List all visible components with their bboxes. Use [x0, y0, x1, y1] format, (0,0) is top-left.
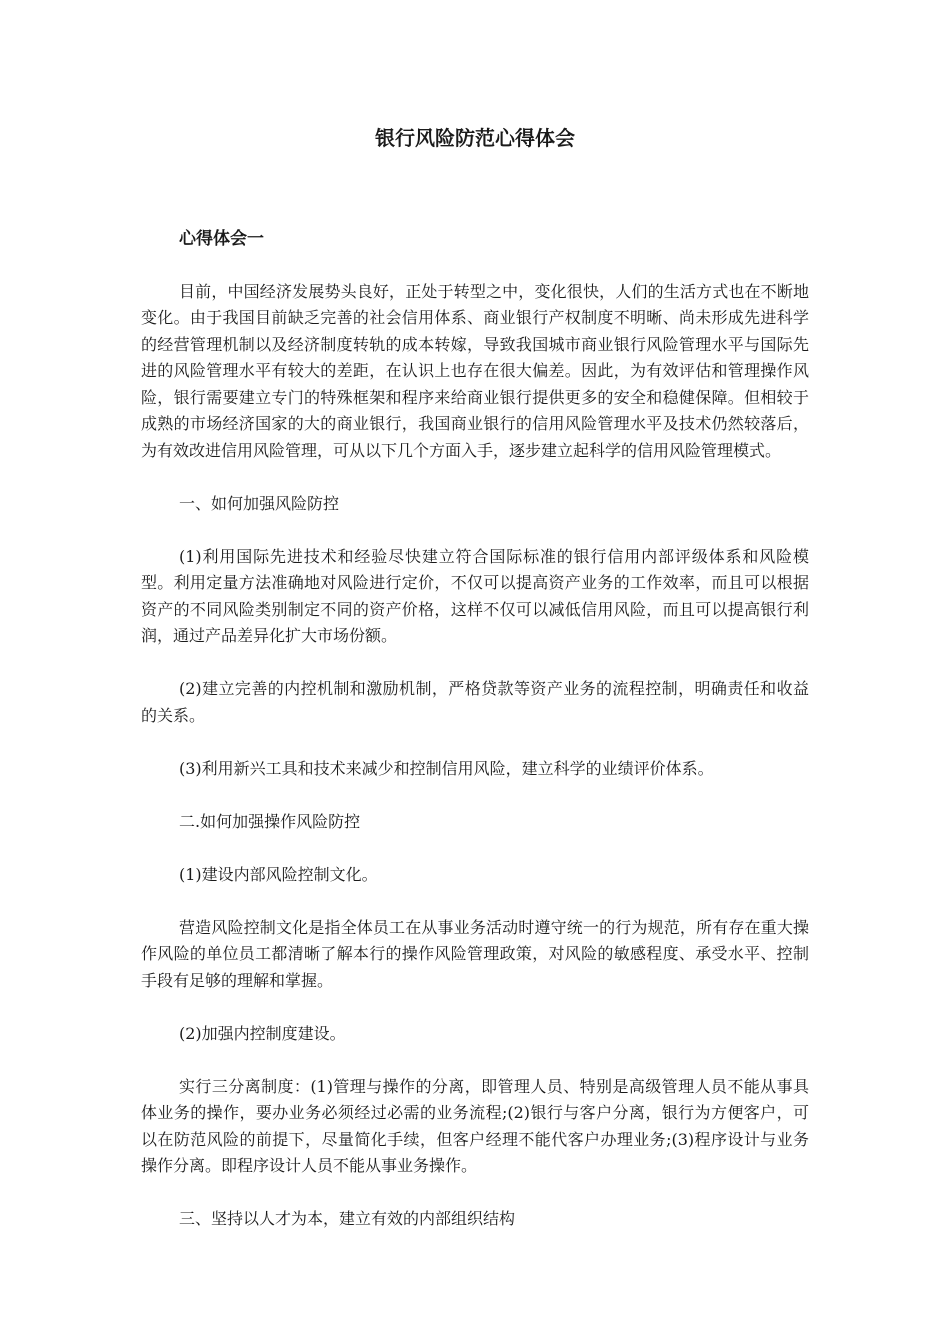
heading-talent: 三、坚持以人才为本，建立有效的内部组织结构	[179, 1209, 516, 1228]
credit-risk-item-2: (2)建立完善的内控机制和激励机制，严格贷款等资产业务的流程控制，明确责任和收益的关系。	[141, 679, 809, 725]
credit-risk-item-3: (3)利用新兴工具和技术来减少和控制信用风险，建立科学的业绩评价体系。	[179, 758, 714, 778]
heading-credit-risk: 一、如何加强风险防控	[179, 493, 340, 513]
section-heading: 心得体会一	[179, 229, 264, 249]
three-separation-paragraph: 实行三分离制度：(1)管理与操作的分离，即管理人员、特别是高级管理人员不能从事具体业务的操作，要办业务必须经过必需的业务流程;(2)银行与客户分离，银行为方便客户，可以在防范风险的前提下，尽量简化手续，但客户经理不能代客户办理业务;(3)程序设计与业务操作分离。即程序设计人员不能从事业务操作。	[141, 1076, 809, 1175]
risk-culture-paragraph: 营造风险控制文化是指全体员工在从事业务活动时遵守统一的行为规范，所有存在重大操作风险的单位员工都清晰了解本行的操作风险管理政策，对风险的敏感程度、承受水平、控制手段有足够的理解和掌握。	[141, 917, 809, 990]
operational-risk-item-2: (2)加强内控制度建设。	[179, 1023, 346, 1043]
credit-risk-item-1: (1)利用国际先进技术和经验尽快建立符合国际标准的银行信用内部评级体系和风险模型。利用定量方法准确地对风险进行定价，不仅可以提高资产业务的工作效率，而且可以根据资产的不同风险类别制定不同的资产价格，这样不仅可以减低信用风险，而且可以提高银行利润，通过产品差异化扩大市场份额。	[141, 546, 809, 645]
document-title: 银行风险防范心得体会	[375, 126, 575, 150]
heading-operational-risk: 二.如何加强操作风险防控	[179, 811, 361, 831]
intro-paragraph: 目前，中国经济发展势头良好，正处于转型之中，变化很快，人们的生活方式也在不断地变化。由于我国目前缺乏完善的社会信用体系、商业银行产权制度不明晰、尚未形成先进科学的经营管理机制以及经济制度转轨的成本转嫁，导致我国城市商业银行风险管理水平与国际先进的风险管理水平有较大的差距，在认识上也存在很大偏差。因此，为有效评估和管理操作风险，银行需要建立专门的特殊框架和程序来给商业银行提供更多的安全和稳健保障。但相较于成熟的市场经济国家的大的商业银行，我国商业银行的信用风险管理水平及技术仍然较落后，为有效改进信用风险管理，可从以下几个方面入手，逐步建立起科学的信用风险管理模式。	[141, 281, 809, 460]
document-body	[141, 226, 809, 1259]
operational-risk-item-1: (1)建设内部风险控制文化。	[179, 864, 378, 884]
